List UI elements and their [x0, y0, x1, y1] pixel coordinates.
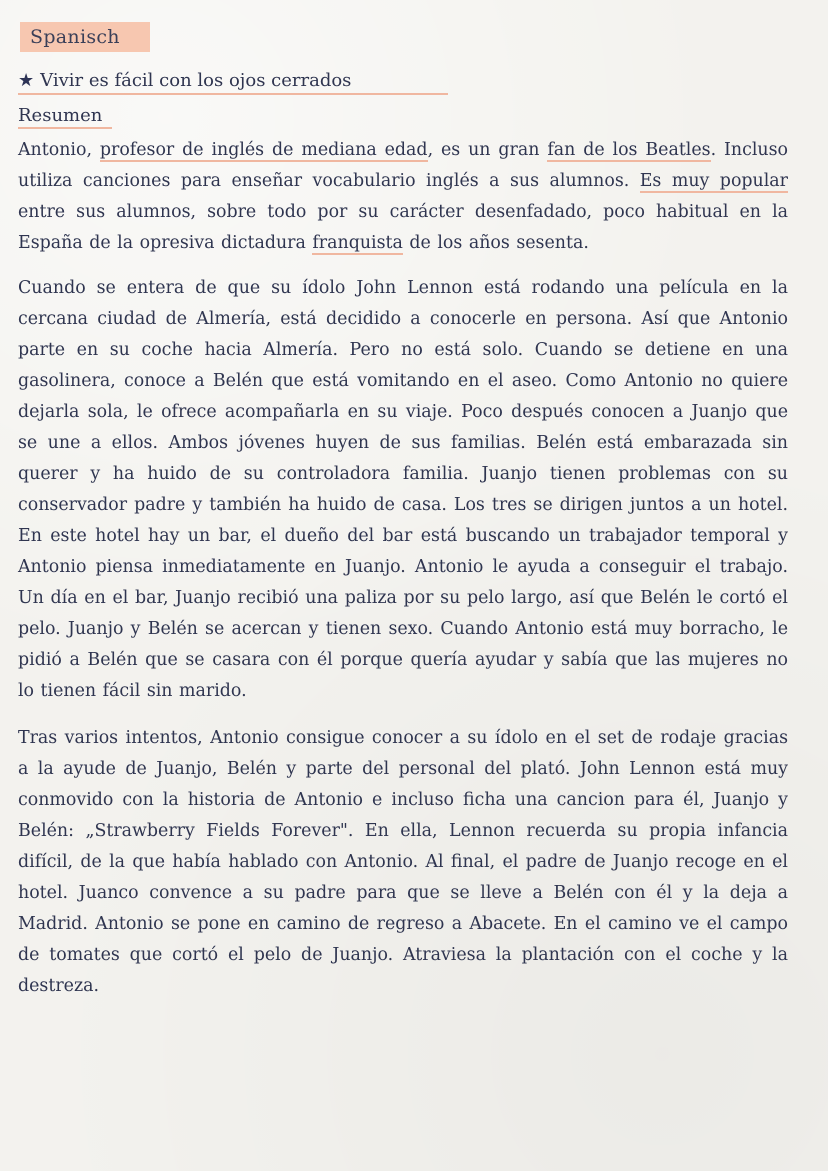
summary-paragraph-2: Cuando se entera de que su ídolo John Lennon está rodando una película en la cercana ciudad de Almería, está decidido a conocerle en persona. Así que Antonio parte en su coche hacia Almería. Pero no está solo. Cuando se detiene en una gasolinera, conoce a Belén que está vomitando en el aseo. Como Antonio no quiere dejarla sola, le ofrece acompañarla en su viaje. Poco después conocen a Juanjo que se une a ellos. Ambos jóvenes huyen de sus familias. Belén está embarazada sin querer y ha huido de su controladora familia. Juanjo tienen problemas con su conservador padre y también ha huido de casa. Los tres se dirigen juntos a un hotel. En este hotel hay un bar, el dueño del bar está buscando un trabajador temporal y Antonio piensa inmediatamente en Juanjo. Antonio le ayuda a conseguir el trabajo. Un día en el bar, Juanjo recibió una paliza por su pelo largo, así que Belén le cortó el pelo. Juanjo y Belén se acercan y tienen sexo. Cuando Antonio está muy borracho, le pidió a Belén que se casara con él porque quería ayudar y sabía que las mujeres no lo tienen fácil sin marido. — [18, 278, 788, 701]
title-row — [18, 70, 448, 95]
text-segment: . Incluso utiliza canciones para enseñar vocabulario inglés a sus alumnos. — [18, 140, 788, 191]
page-title: Vivir es fácil con los ojos cerrados — [40, 70, 352, 91]
highlighted-phrase: fan de los Beatles — [547, 140, 711, 160]
highlighted-phrase: Es muy popular — [639, 171, 788, 191]
highlighted-phrase: profesor de inglés de mediana edad — [99, 140, 428, 160]
summary-paragraph-1 — [18, 135, 788, 259]
summary-paragraph-3: Tras varios intentos, Antonio consigue conocer a su ídolo en el set de rodaje gracias a la ayude de Juanjo, Belén y parte del personal del plató. John Lennon está muy conmovido con la historia de Antonio e incluso ficha una cancion para él, Juanjo y Belén: „Strawberry Fields Forever". En ella, Lennon recuerda su propia infancia difícil, de la que había hablado con Antonio. Al final, el padre de Juanjo recoge en el hotel. Juanco convence a su padre para que se lleve a Belén con él y la deja a Madrid. Antonio se pone en camino de regreso a Abacete. En el camino ve el campo de tomates que cortó el pelo de Juanjo. Atraviesa la plantación con el coche y la destreza. — [18, 728, 788, 996]
section-heading: Resumen — [18, 105, 112, 129]
text-segment: Antonio, — [18, 140, 100, 160]
text-segment: , es un gran — [427, 140, 548, 160]
text-segment: entre sus alumnos, sobre todo por su carácter desenfadado, poco habitual en la España de la opresiva dictadura — [18, 202, 788, 253]
text-segment: de los años sesenta. — [402, 233, 589, 253]
subject-label: Spanisch — [20, 22, 150, 52]
highlighted-phrase: franquista — [312, 233, 403, 253]
star-icon: ★ — [18, 70, 35, 91]
